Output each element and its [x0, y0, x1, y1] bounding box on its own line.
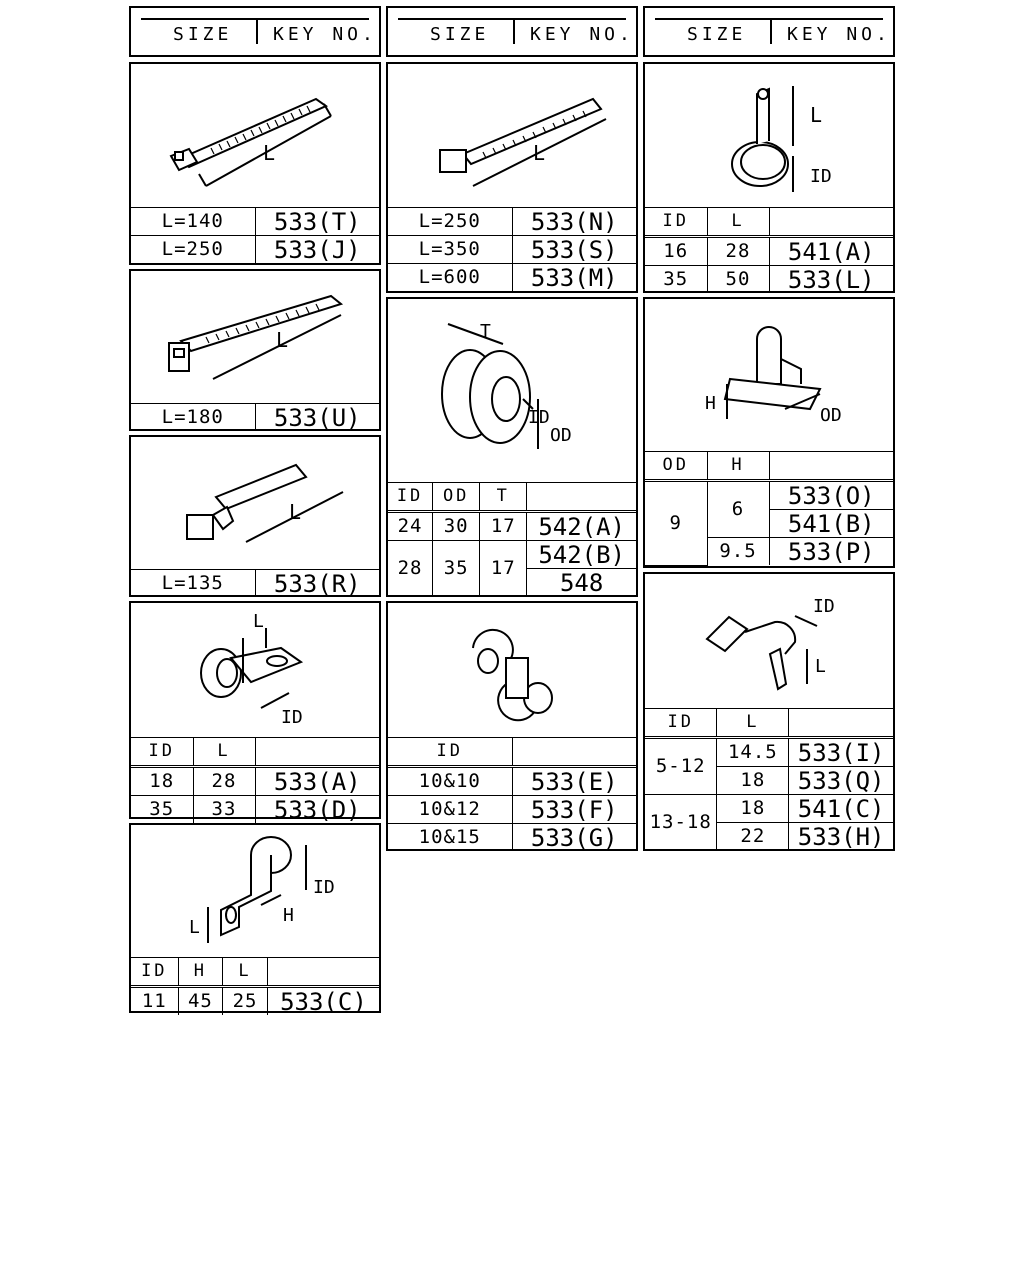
dim-id-label: ID: [813, 596, 835, 617]
size-cell: L=135: [131, 570, 255, 598]
panel-loop-clamp: [643, 62, 895, 293]
header-col2: [386, 6, 638, 57]
header-col3: [643, 6, 895, 57]
key-cell: 533(T): [255, 208, 379, 236]
key-cell: 533(J): [255, 236, 379, 264]
table-row: 11 45 25 533(C): [131, 987, 379, 1016]
size-table: [645, 451, 893, 566]
cable-tie-mount-illustration: [131, 271, 379, 403]
table-row: 18 28 533(A): [131, 767, 379, 796]
offset-clamp-illustration: [131, 825, 379, 959]
size-header: SIZE: [173, 24, 233, 45]
panel-p-clamp: [129, 601, 381, 823]
size-table: [131, 403, 379, 431]
table-row: L=600 533(M): [388, 264, 636, 292]
dim-l-label: L: [810, 103, 823, 127]
size-cell: L=140: [131, 208, 255, 236]
edge-clip-illustration: [645, 299, 893, 451]
p-clamp-illustration: [131, 603, 379, 737]
table-row: 16 28 541(A): [645, 237, 893, 266]
table-row: 22 533(H): [645, 823, 893, 851]
table-row: 28 35 17 542(B): [388, 541, 636, 569]
loop-clamp-illustration: [645, 64, 893, 209]
table-row: [131, 404, 379, 432]
table-row: 541(B): [645, 510, 893, 538]
table-header-row: ID H L: [131, 958, 379, 987]
table-row: [131, 208, 379, 236]
size-table: [388, 737, 636, 851]
table-row: 18 533(Q): [645, 767, 893, 795]
key-cell: 533(U): [255, 404, 379, 432]
dim-id-label: ID: [313, 877, 335, 898]
key-cell: 533(R): [255, 570, 379, 598]
size-cell: L=250: [131, 236, 255, 264]
table-row: [131, 236, 379, 264]
table-row: 9.5 533(P): [645, 538, 893, 566]
panel-edge-clip: [643, 297, 895, 568]
dim-l-label: L: [276, 328, 289, 352]
size-table: [388, 482, 636, 597]
dim-id-label: ID: [810, 166, 832, 187]
size-header: SIZE: [687, 24, 747, 45]
dim-od-label: OD: [550, 425, 572, 446]
dim-h-label: H: [283, 905, 294, 926]
dim-l-label: L: [263, 141, 276, 165]
size-table: [131, 737, 379, 823]
cable-tie-illustration: [131, 64, 379, 209]
size-table: [131, 207, 379, 263]
dim-l-label: L: [533, 141, 546, 165]
size-cell: L=180: [131, 404, 255, 432]
dim-l-label: L: [815, 656, 826, 677]
key-no-header: KEY NO.: [530, 24, 634, 45]
table-row: 5-12 14.5 533(I): [645, 738, 893, 767]
table-row: 10&15 533(G): [388, 824, 636, 852]
cable-tie-illustration: [388, 64, 636, 209]
panel-cable-tie-b: [129, 269, 381, 431]
table-row: 9 6 533(O): [645, 481, 893, 510]
table-row: 35 33 533(D): [131, 796, 379, 824]
table-header-row: OD H: [645, 452, 893, 481]
panel-cable-tie-f: [386, 62, 638, 293]
key-no-header: KEY NO.: [273, 24, 377, 45]
table-header-row: ID: [388, 738, 636, 767]
size-table: [131, 569, 379, 597]
table-header-row: ID L: [645, 208, 893, 237]
size-table: [131, 957, 379, 1015]
grommet-illustration: [388, 299, 636, 481]
double-clip-illustration: [388, 603, 636, 737]
table-row: L=250 533(N): [388, 208, 636, 236]
dim-l-label: L: [253, 611, 264, 632]
table-row: 13-18 18 541(C): [645, 795, 893, 823]
table-row: 10&10 533(E): [388, 767, 636, 796]
panel-cable-tie-c: [129, 435, 381, 597]
table-row: 35 50 533(L): [645, 266, 893, 294]
dim-id-label: ID: [528, 407, 550, 428]
panel-double-clip: [386, 601, 638, 851]
size-table: [388, 207, 636, 291]
push-mount-tie-illustration: [131, 437, 379, 569]
size-header: SIZE: [430, 24, 490, 45]
size-table: [645, 207, 893, 293]
size-table: [645, 708, 893, 851]
dim-t-label: T: [480, 321, 491, 342]
table-header-row: ID L: [131, 738, 379, 767]
table-header-row: ID OD T: [388, 483, 636, 512]
table-row: 10&12 533(F): [388, 796, 636, 824]
panel-cable-tie-a: [129, 62, 381, 265]
stud-clip-illustration: [645, 574, 893, 708]
dim-h-label: H: [705, 393, 716, 414]
table-row: L=350 533(S): [388, 236, 636, 264]
table-row: 548: [388, 569, 636, 597]
dim-l-label: L: [189, 917, 200, 938]
panel-grommet: [386, 297, 638, 597]
panel-stud-clip: [643, 572, 895, 851]
table-row: 24 30 17 542(A): [388, 512, 636, 541]
header-col1: [129, 6, 381, 57]
dim-l-label: L: [289, 500, 302, 524]
panel-offset-clamp: [129, 823, 381, 1013]
dim-id-label: ID: [281, 707, 303, 728]
table-header-row: ID L: [645, 709, 893, 738]
table-row: [131, 570, 379, 598]
dim-od-label: OD: [820, 405, 842, 426]
key-no-header: KEY NO.: [787, 24, 891, 45]
